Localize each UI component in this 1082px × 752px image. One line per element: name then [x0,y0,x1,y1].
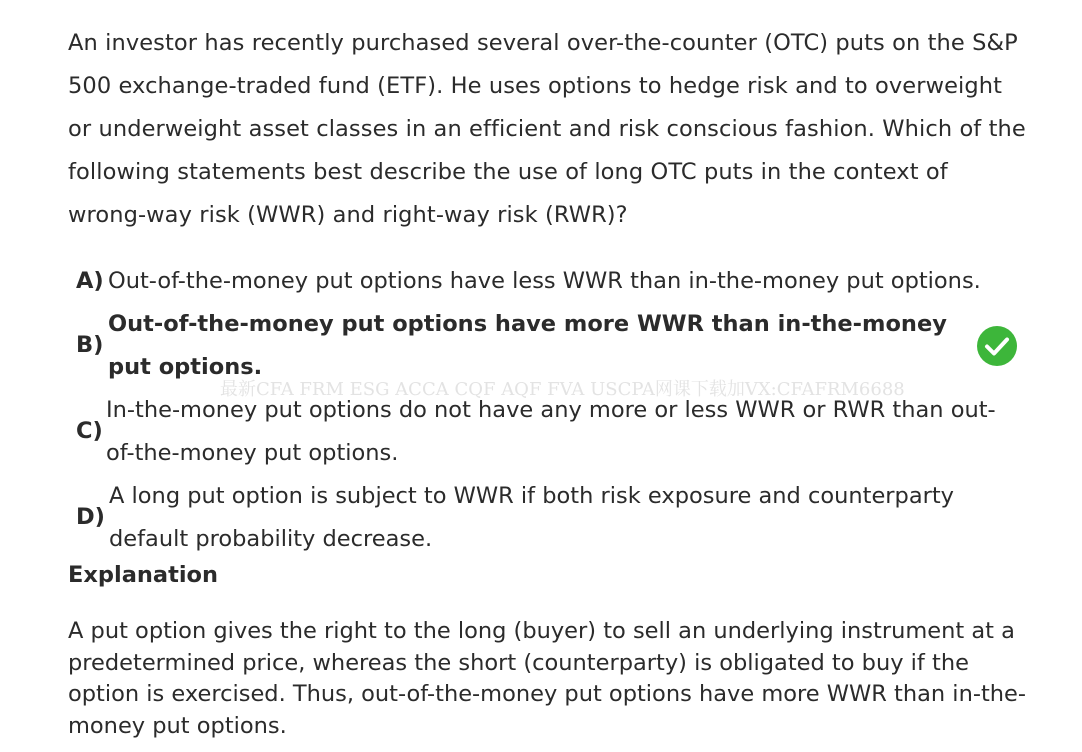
option-letter: A) [76,268,104,294]
option-letter: C) [76,418,103,444]
watermark-text: 最新CFA FRM ESG ACCA CQF AQF FVA USCPA网课下载加VX:CFAFRM6688 [220,379,905,400]
option-letter: B) [76,332,104,358]
option-text: A long put option is subject to WWR if both risk exposure and counterparty default probability decrease. [109,483,954,552]
question-text: An investor has recently purchased several over-the-counter (OTC) puts on the S&P 500 exchange-traded fund (ETF). He uses options to hedge risk and to overweight or underweight asset classes in an efficient and risk conscious fashion. Which of the following statements best describe the use of long OTC puts in the context of wrong-way risk (WWR) and right-way risk (RWR)? [68,30,1026,228]
correct-answer-check-icon [977,326,1017,366]
option-text: In-the-money put options do not have any more or less WWR or RWR than out-of-the-money put options. [106,397,996,466]
option-text: Out-of-the-money put options have less WWR than in-the-money put options. [108,268,981,294]
checkmark-icon [977,326,1017,366]
option-text: Out-of-the-money put options have more WWR than in-the-money put options. [108,311,947,380]
explanation-text: A put option gives the right to the long (buyer) to sell an underlying instrument at a predetermined price, whereas the short (counterparty) is obligated to buy if the option is exercised. Thus, out-of-the-money put options have more WWR than in-the-money put options. [68,618,1026,739]
explanation-heading: Explanation [68,562,219,588]
option-letter: D) [76,504,105,530]
